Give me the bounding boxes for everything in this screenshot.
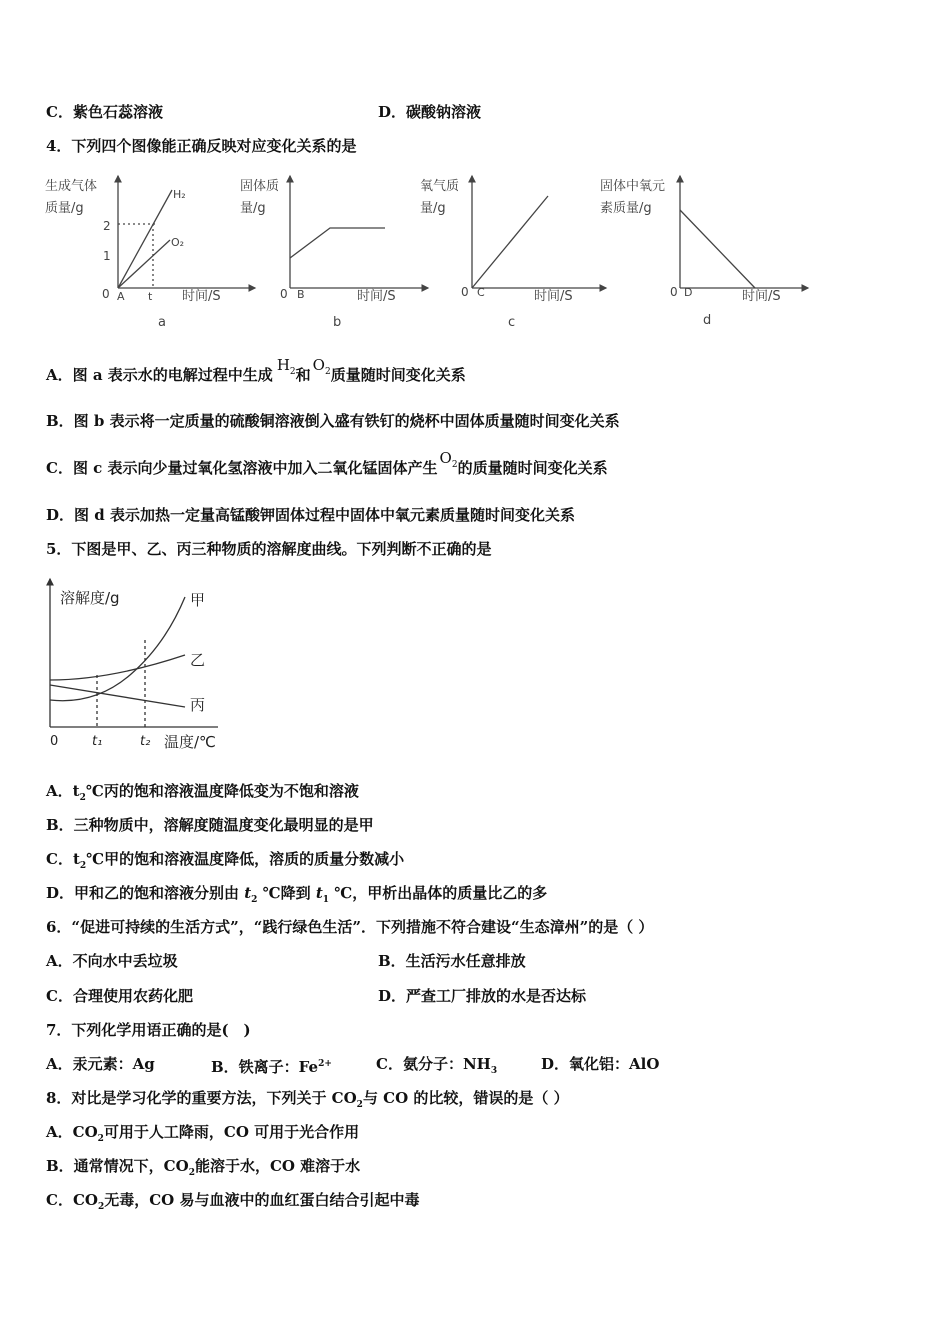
graph-a-origin: 0 <box>102 287 110 301</box>
graph-c-origin: 0 <box>461 285 469 299</box>
q6-option-b: B．生活污水任意排放 <box>378 952 526 970</box>
graph-d-point: D <box>684 286 693 299</box>
q4-option-b: B．图 b 表示将一定质量的硫酸铜溶液倒入盛有铁钉的烧杯中固体质量随时间变化关系 <box>46 412 620 430</box>
q8-option-c: C．$CO_2$无毒，CO 易与血液中的血红蛋白结合引起中毒 <box>46 1191 420 1212</box>
graph-a-point: A <box>117 290 125 303</box>
graph-a-tick-1: 1 <box>103 249 111 263</box>
graph-a-h2-line <box>118 190 172 288</box>
q3-option-d: D．碳酸钠溶液 <box>378 103 482 121</box>
label-jia: 甲 <box>190 591 206 609</box>
q5-origin: 0 <box>50 734 59 749</box>
q6-stem: 6．“促进可持续的生活方式”，“践行绿色生活”．下列措施不符合建设“生态漳州”的是（ ） <box>46 918 654 936</box>
curve-bing <box>50 685 185 707</box>
graph-a-caption: a <box>158 315 166 330</box>
graph-d-ylabel2: 素质量/g <box>600 201 652 216</box>
q5-t2: t₂ <box>140 734 151 749</box>
q5-ylabel: 溶解度/g <box>60 589 120 607</box>
q6-option-c: C．合理使用农药化肥 <box>46 987 193 1005</box>
q4-graphs <box>0 168 950 348</box>
q5-option-d: D．甲和乙的饱和溶液分别由 $t_2$ ℃降到 $t_1$ ℃，甲析出晶体的质量比乙的多 <box>46 884 548 905</box>
q4-option-c: C．图 c 表示向少量过氧化氢溶液中加入二氧化锰固体产生$O_2$的质量随时间变化关系 <box>46 449 608 477</box>
graph-c-caption: c <box>508 315 516 330</box>
q8-stem: 8．对比是学习化学的重要方法，下列关于 $CO_2$与 CO 的比较，错误的是（ ） <box>46 1089 569 1110</box>
graph-a-o2-label: O₂ <box>171 236 185 249</box>
graph-d-origin: 0 <box>670 285 678 299</box>
graph-a-h2-label: H₂ <box>173 188 186 201</box>
graph-c-ylabel2: 量/g <box>420 201 446 216</box>
graph-c-ylabel1: 氧气质 <box>420 179 460 194</box>
q7-stem: 7．下列化学用语正确的是( ) <box>46 1021 251 1039</box>
q7-option-d: D．氧化铝：AlO <box>541 1055 660 1073</box>
q4-option-a: A．图 a 表示水的电解过程中生成$H_2$和$O_2$质量随时间变化关系 <box>46 356 466 384</box>
graph-d-caption: d <box>703 313 712 328</box>
graph-c-xlabel: 时间/S <box>534 289 573 304</box>
graph-d-ylabel1: 固体中氧元 <box>600 179 666 194</box>
graph-b-xlabel: 时间/S <box>357 289 396 304</box>
q4-stem: 4．下列四个图像能正确反映对应变化关系的是 <box>46 137 357 155</box>
q7-option-c: C．氨分子：$NH_3$ <box>376 1055 498 1076</box>
graph-a-ylabel2: 质量/g <box>45 201 84 216</box>
q5-t1: t₁ <box>92 734 103 749</box>
graph-a-tick-2: 2 <box>103 219 111 233</box>
q4-option-d: D．图 d 表示加热一定量高锰酸钾固体过程中固体中氧元素质量随时间变化关系 <box>46 506 575 524</box>
q8-option-b: B．通常情况下，$CO_2$能溶于水，CO 难溶于水 <box>46 1157 361 1178</box>
q5-xlabel: 温度/℃ <box>164 733 216 751</box>
label-yi: 乙 <box>190 651 206 669</box>
curve-yi <box>50 655 185 680</box>
graph-b-point: B <box>297 288 305 301</box>
graph-a-xlabel: 时间/S <box>182 289 221 304</box>
q3-option-c: C．紫色石蕊溶液 <box>46 103 163 121</box>
q6-option-d: D．严查工厂排放的水是否达标 <box>378 987 587 1005</box>
q7-option-a: A．汞元素：Ag <box>46 1055 155 1073</box>
curve-jia <box>50 597 185 701</box>
graph-d-line <box>680 210 755 288</box>
graph-b-caption: b <box>333 315 342 330</box>
graph-a-ylabel1: 生成气体 <box>45 179 98 194</box>
q5-option-b: B．三种物质中，溶解度随温度变化最明显的是甲 <box>46 816 374 834</box>
q7-option-b: B．铁离子：$Fe^{2+}$ <box>211 1058 332 1076</box>
q5-solubility-graph <box>40 575 280 755</box>
graph-b-ylabel2: 量/g <box>240 201 266 216</box>
graph-b-line <box>290 228 385 258</box>
graph-a-t: t <box>148 290 153 303</box>
graph-c-line <box>472 196 548 288</box>
graph-b-ylabel1: 固体质 <box>240 179 280 194</box>
graph-d-xlabel: 时间/S <box>742 289 781 304</box>
q5-option-c: C．$t_2℃$甲的饱和溶液温度降低，溶质的质量分数减小 <box>46 850 405 871</box>
label-bing: 丙 <box>190 696 206 714</box>
q5-stem: 5．下图是甲、乙、丙三种物质的溶解度曲线。下列判断不正确的是 <box>46 540 492 558</box>
graph-b-origin: 0 <box>280 287 288 301</box>
q8-option-a: A．$CO_2$可用于人工降雨，CO 可用于光合作用 <box>46 1123 360 1144</box>
q6-option-a: A．不向水中丢垃圾 <box>46 952 178 970</box>
graph-a-o2-line <box>118 240 170 288</box>
q5-option-a: A．$t_2℃$丙的饱和溶液温度降低变为不饱和溶液 <box>46 782 359 803</box>
graph-c-point: C <box>477 286 485 299</box>
